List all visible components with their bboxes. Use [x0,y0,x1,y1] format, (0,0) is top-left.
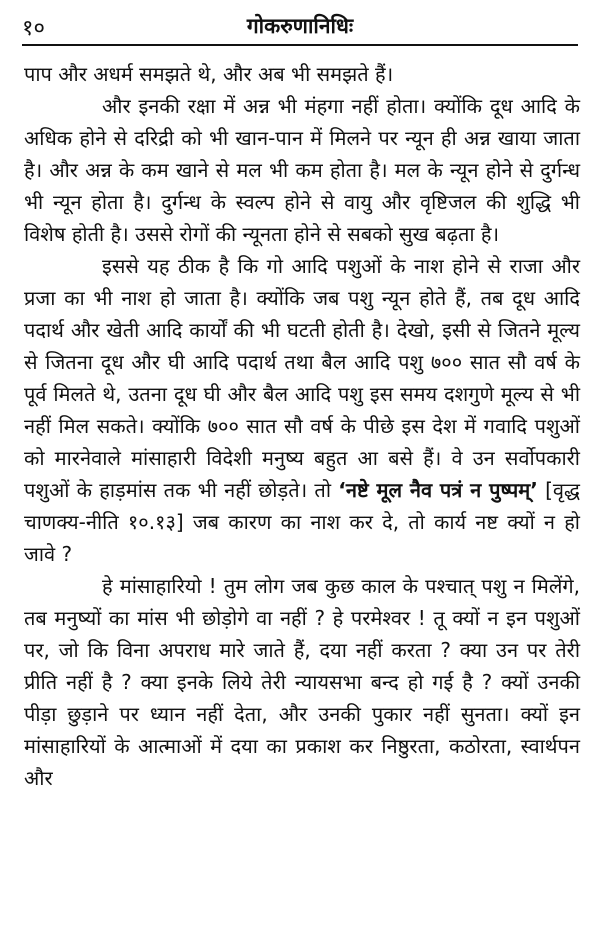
citation-text: [वृद्ध चाणक्य-नीति १०.१३] जब कारण का नाश कर दे, तो कार्य नष्ट क्यों न हो जावे ? [24,478,580,566]
paragraph-text: इससे यह ठीक है कि गो आदि पशुओं के नाश होने से राजा और प्रजा का भी नाश हो जाता है। क्योंकि जब पशु न्यून होते हैं, तब दूध आदि पदार्थ और खेती आदि कार्यों की भी घटती होती है। देखो, इसी से जितने मूल्य से जितना दूध और घी आदि पदार्थ तथा बैल आदि पशु ७०० सात सौ वर्ष के पूर्व मिलते थे, उतना दूध घी और बैल आदि पशु इस समय दशगुणे मूल्य से भी नहीं मिल सकते। क्योंकि ७०० सात सौ वर्ष के पीछे इस देश में गवादि पशुओं को मारनेवाले मांसाहारी विदेशी मनुष्य बहुत आ बसे हैं। वे उन सर्वोपकारी पशुओं के हाड़मांस तक भी नहीं छोड़ते। तो [24,254,580,502]
header-rule [22,44,578,46]
paragraph [24,250,580,570]
running-title: गोकरुणानिधिः [246,14,354,38]
paragraph: और इनकी रक्षा में अन्न भी मंहगा नहीं होता। क्योंकि दूध आदि के अधिक होने से दरिद्री को भी खान-पान में मिलने पर न्यून ही अन्न खाया जाता है। और अन्न के कम खाने से मल भी कम होता है। मल के न्यून होने से दुर्गन्ध भी न्यून होता है। दुर्गन्ध के स्वल्प होने से वायु और वृष्टिजल की शुद्धि भी विशेष होती है। उससे रोगों की न्यूनता होने से सबको सुख बढ़ता है। [24,94,580,246]
body-text [24,58,580,794]
page-header [22,10,578,44]
sanskrit-quote: ‘नष्टे मूल नैव पत्रं न पुष्पम्’ [338,478,538,502]
paragraph: हे मांसाहारियो ! तुम लोग जब कुछ काल के पश्चात् पशु न मिलेंगे, तब मनुष्यों का मांस भी छोड़ोगे वा नहीं ? हे परमेश्वर ! तू क्यों न इन पशुओं पर, जो कि विना अपराध मारे जाते हैं, दया नहीं करता ? क्या उन पर तेरी प्रीति नहीं है ? क्या इनके लिये तेरी न्यायसभा बन्द हो गई है ? क्यों उनकी पीड़ा छुड़ाने पर ध्यान नहीं देता, और उनकी पुकार नहीं सुनता। क्यों इन मांसाहारियों के आत्माओं में दया का प्रकाश कर निष्ठुरता, कठोरता, स्वार्थपन और [24,574,580,790]
paragraph: पाप और अधर्म समझते थे, और अब भी समझते हैं। [24,62,394,86]
page-number: १० [22,16,45,41]
